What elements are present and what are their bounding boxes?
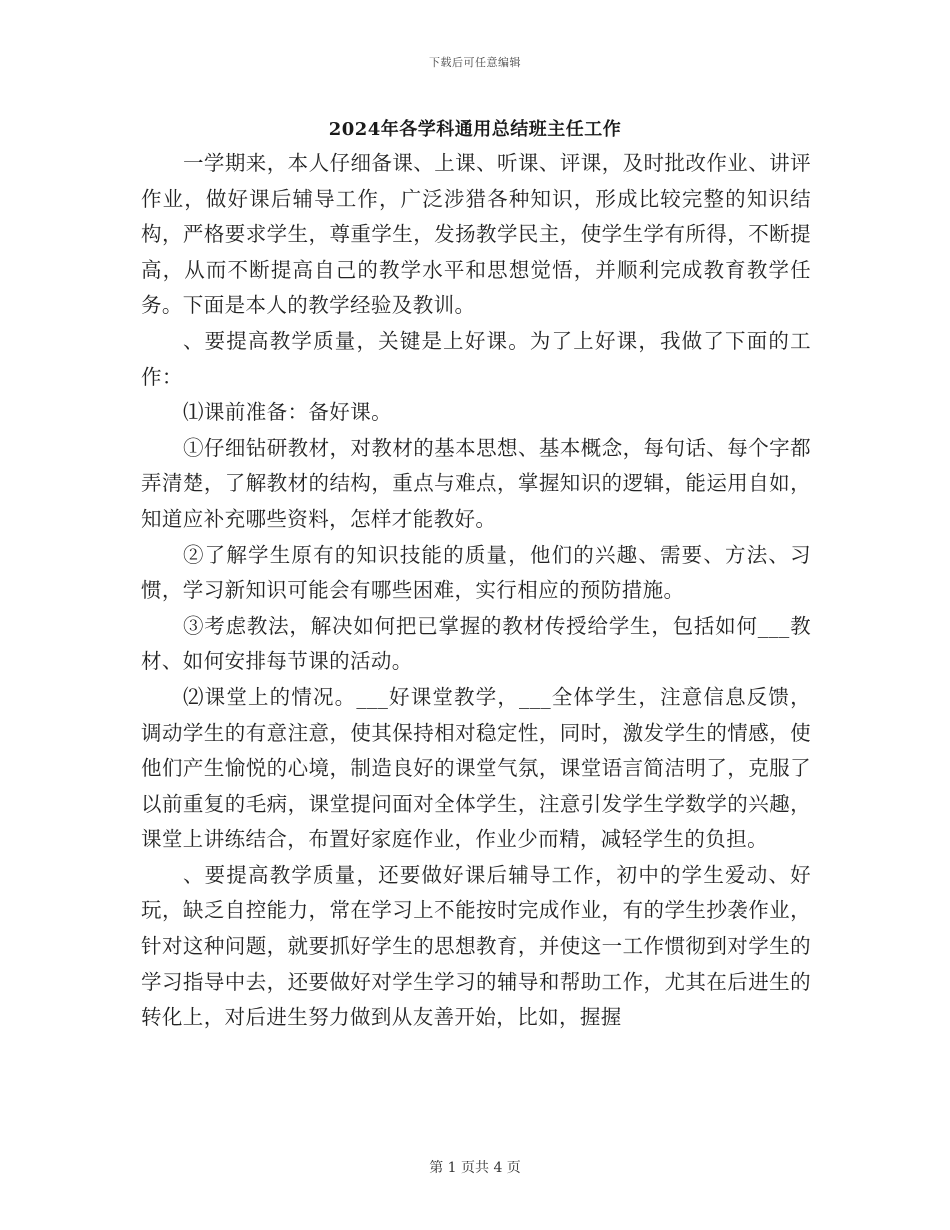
paragraph-3: ⑴课前准备：备好课。: [183, 400, 392, 425]
paragraph-4: ①仔细钻研教材，对教材的基本思想、基本概念，每句话、每个字都弄清楚，了解教材的结构，重点与难点，掌握知识的逻辑，能运用自如，知道应补充哪些资料，怎样才能教好。: [141, 435, 811, 531]
page-number-footer: 第 1 页共 4 页: [429, 1160, 521, 1176]
page-header-note: 下载后可任意编辑: [429, 56, 521, 69]
paragraph-7: ⑵课堂上的情况。___好课堂教学，___全体学生，注意信息反馈，调动学生的有意注意，使其保持相对稳定性，同时，激发学生的情感，使他们产生愉悦的心境，制造良好的课堂气氛，课堂语言简洁明了，克服了以前重复的毛病，课堂提问面对全体学生，注意引发学生学数学的兴趣，课堂上讲练结合，布置好家庭作业，作业少而精，减轻学生的负担。: [141, 684, 811, 852]
paragraph-6: ③考虑教法，解决如何把已掌握的教材传授给学生，包括如何___教材、如何安排每节课的活动。: [141, 613, 811, 674]
paragraph-8: 、要提高教学质量，还要做好课后辅导工作，初中的学生爱动、好玩，缺乏自控能力，常在学习上不能按时完成作业，有的学生抄袭作业，针对这种问题，就要抓好学生的思想教育，并使这一工作惯彻到对学生的学习指导中去，还要做好对学生学习的辅导和帮助工作，尤其在后进生的转化上，对后进生努力做到从友善开始，比如，握握: [141, 862, 811, 1030]
document-body: [141, 146, 811, 1036]
document-title: 2024年各学科通用总结班主任工作: [328, 119, 622, 140]
paragraph-2: 、要提高教学质量，关键是上好课。为了上好课，我做了下面的工作：: [141, 328, 811, 389]
paragraph-1: 一学期来，本人仔细备课、上课、听课、评课，及时批改作业、讲评作业，做好课后辅导工作，广泛涉猎各种知识，形成比较完整的知识结构，严格要求学生，尊重学生，发扬教学民主，使学生学有所得，不断提高，从而不断提高自己的教学水平和思想觉悟，并顺利完成教育教学任务。下面是本人的教学经验及教训。: [141, 151, 811, 318]
paragraph-5: ②了解学生原有的知识技能的质量，他们的兴趣、需要、方法、习惯，学习新知识可能会有哪些困难，实行相应的预防措施。: [141, 542, 811, 603]
